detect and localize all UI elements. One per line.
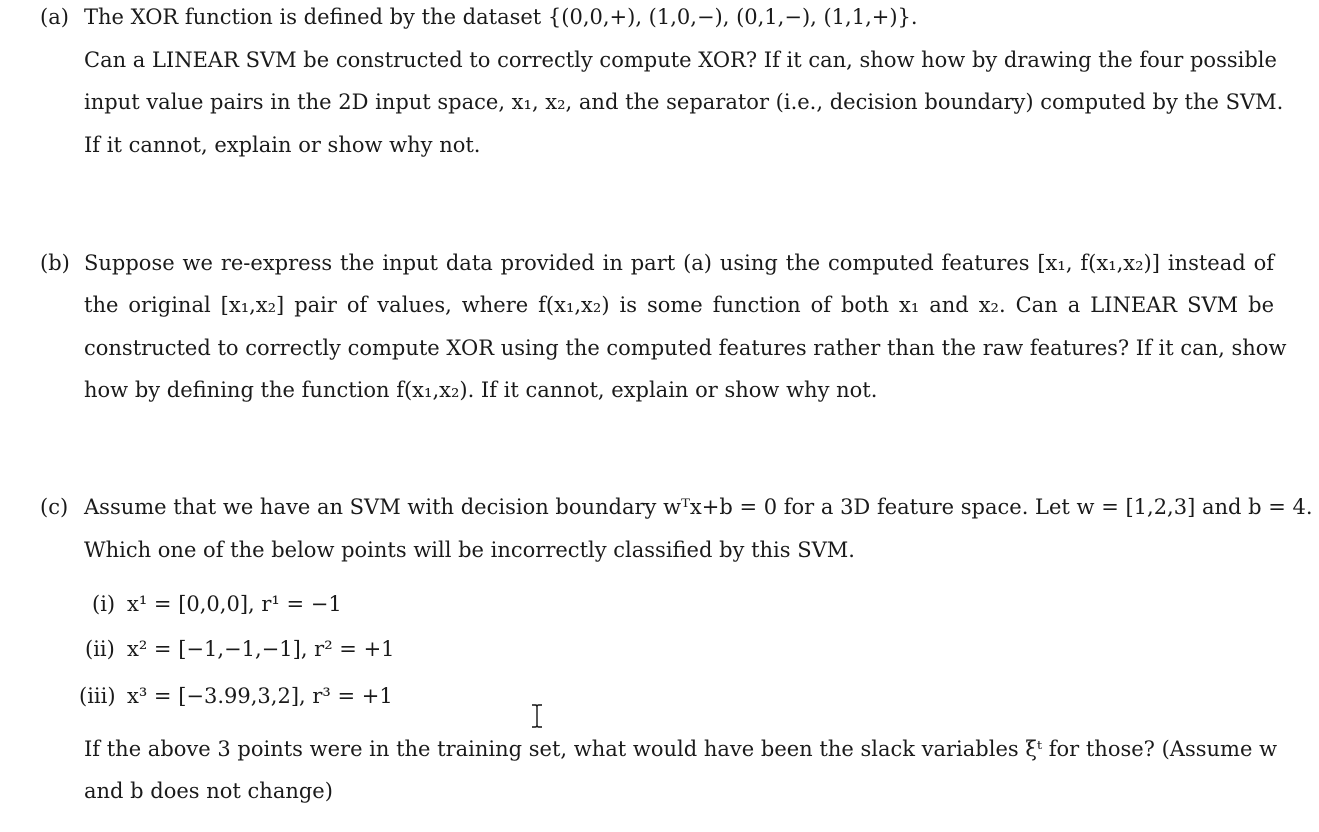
part-a-line-1: The XOR function is defined by the dataset {(0,0,+), (1,0,−), (0,1,−), (1,1,+)}. bbox=[84, 5, 918, 29]
part-b-line-1: Suppose we re-express the input data provided in part (a) using the computed features [x₁, f(x₁,x₂)] instead of bbox=[84, 251, 1274, 275]
option-i-label: (i) bbox=[92, 592, 116, 616]
part-b-line-2: the original [x₁,x₂] pair of values, where f(x₁,x₂) is some function of both x₁ and x₂. Can a LINEAR SVM be bbox=[84, 293, 1274, 317]
part-b-line-3: constructed to correctly compute XOR using the computed features rather than the raw features? If it can, show bbox=[84, 336, 1287, 360]
part-a-label: (a) bbox=[40, 5, 69, 29]
option-ii-label: (ii) bbox=[85, 637, 115, 661]
part-c-followup-2: and b does not change) bbox=[84, 779, 333, 803]
part-a-line-3: input value pairs in the 2D input space, x₁, x₂, and the separator (i.e., decision boundary) computed by the SVM. bbox=[84, 90, 1284, 114]
option-iii-label: (iii) bbox=[79, 684, 116, 708]
part-b-label: (b) bbox=[40, 251, 70, 275]
part-a-line-4: If it cannot, explain or show why not. bbox=[84, 133, 481, 157]
option-iii-text: x³ = [−3.99,3,2], r³ = +1 bbox=[127, 684, 393, 708]
part-b-line-4: how by defining the function f(x₁,x₂). If it cannot, explain or show why not. bbox=[84, 378, 878, 402]
option-ii-text: x² = [−1,−1,−1], r² = +1 bbox=[127, 637, 395, 661]
part-c-line-2: Which one of the below points will be incorrectly classified by this SVM. bbox=[84, 538, 855, 562]
text-cursor-icon bbox=[530, 704, 544, 728]
part-c-followup-1: If the above 3 points were in the training set, what would have been the slack variables ξᵗ for those? (Assume w bbox=[84, 737, 1278, 761]
part-a-line-2: Can a LINEAR SVM be constructed to correctly compute XOR? If it can, show how by drawing the four possible bbox=[84, 48, 1277, 72]
option-i-text: x¹ = [0,0,0], r¹ = −1 bbox=[127, 592, 342, 616]
part-c-label: (c) bbox=[40, 495, 69, 519]
part-c-line-1: Assume that we have an SVM with decision boundary wᵀx+b = 0 for a 3D feature space. Let w = [1,2,3] and b = 4. bbox=[84, 495, 1313, 519]
